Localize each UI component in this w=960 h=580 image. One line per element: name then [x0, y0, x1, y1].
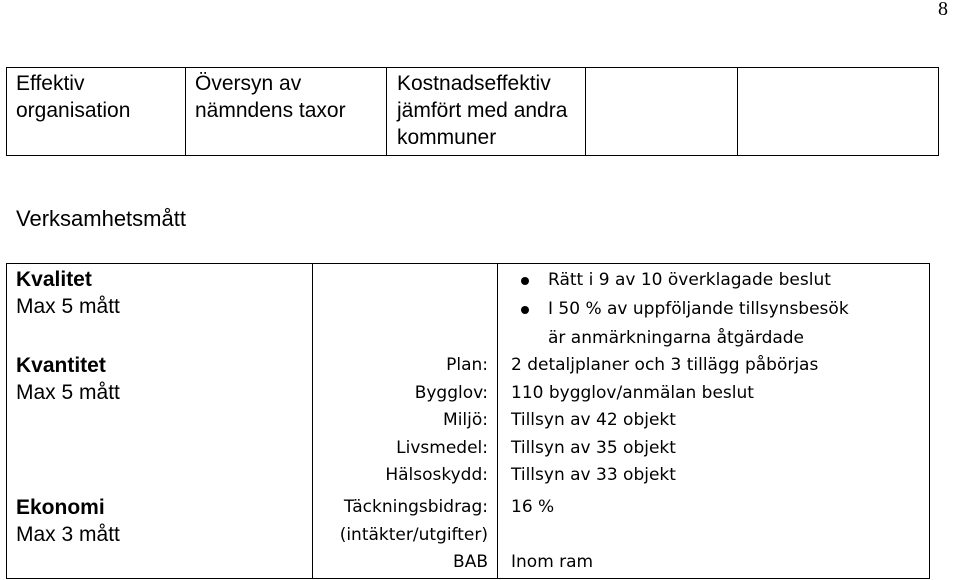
section-heading: Verksamhetsmått [16, 206, 186, 231]
row-label: Livsmedel: [396, 437, 488, 458]
row-label: BAB [453, 552, 488, 572]
ekonomi-values [511, 494, 593, 577]
kvalitet-sub: Max 5 mått [16, 295, 120, 318]
kvantitet-sub: Max 5 mått [16, 381, 120, 404]
ekonomi-sub: Max 3 mått [16, 523, 120, 546]
top-table-divider [386, 67, 387, 156]
goal-cell: Effektiv organisation [16, 72, 131, 122]
ekonomi-title: Ekonomi [16, 496, 105, 519]
measures-table-divider [312, 263, 313, 579]
measures-table-border-top [6, 263, 930, 264]
kvantitet-title: Kvantitet [16, 354, 106, 377]
row-label: Bygglov: [414, 382, 488, 403]
top-table-divider [185, 67, 186, 156]
row-value: Tillsyn av 42 objekt [511, 410, 676, 430]
row-label: Täckningsbidrag: [343, 497, 488, 517]
row-label: Plan: [446, 355, 488, 375]
bullet-text-continued: är anmärkningarna åtgärdade [548, 328, 805, 348]
measures-table-border-bottom [6, 578, 930, 579]
kvalitet-title: Kvalitet [16, 268, 92, 291]
ekonomi-labels [340, 494, 488, 577]
top-table-divider [585, 67, 586, 156]
top-table-border-bottom [6, 155, 939, 156]
bullet-text: Rätt i 9 av 10 överklagade beslut [548, 270, 831, 290]
list-item [512, 295, 849, 353]
row-value: 2 detaljplaner och 3 tillägg påbörjas [511, 355, 819, 375]
bullet-text: I 50 % av uppföljande tillsynsbesök [548, 299, 849, 319]
top-table-divider [737, 67, 738, 156]
top-table-divider [6, 67, 7, 156]
kvantitet-label [16, 352, 120, 406]
row-label: Hälsoskydd: [385, 465, 488, 485]
page-number: 8 [938, 0, 948, 20]
measures-table-divider [929, 263, 930, 579]
row-value: 110 bygglov/anmälan beslut [511, 382, 754, 403]
list-item [512, 266, 849, 295]
row-label: (intäkter/utgifter) [339, 524, 488, 545]
row-value: Inom ram [511, 552, 594, 572]
ekonomi-label [16, 494, 120, 548]
row-label: Miljö: [443, 410, 488, 430]
kvantitet-labels [385, 352, 488, 490]
row-value: Tillsyn av 35 objekt [511, 437, 676, 458]
kvalitet-bullet-list [512, 266, 849, 353]
top-table-divider [938, 67, 939, 156]
indicator-cell: Kostnadseffektiv jämfört med andra kommuner [397, 72, 568, 149]
top-table-border-top [6, 67, 939, 68]
kvantitet-values [511, 352, 818, 490]
row-value [511, 522, 593, 550]
measures-table-divider [497, 263, 498, 579]
row-value: 16 % [511, 497, 555, 517]
measures-table-divider [6, 263, 7, 579]
kvalitet-label [16, 266, 120, 320]
row-value: Tillsyn av 33 objekt [511, 465, 676, 485]
activity-cell: Översyn av nämndens taxor [195, 72, 346, 122]
